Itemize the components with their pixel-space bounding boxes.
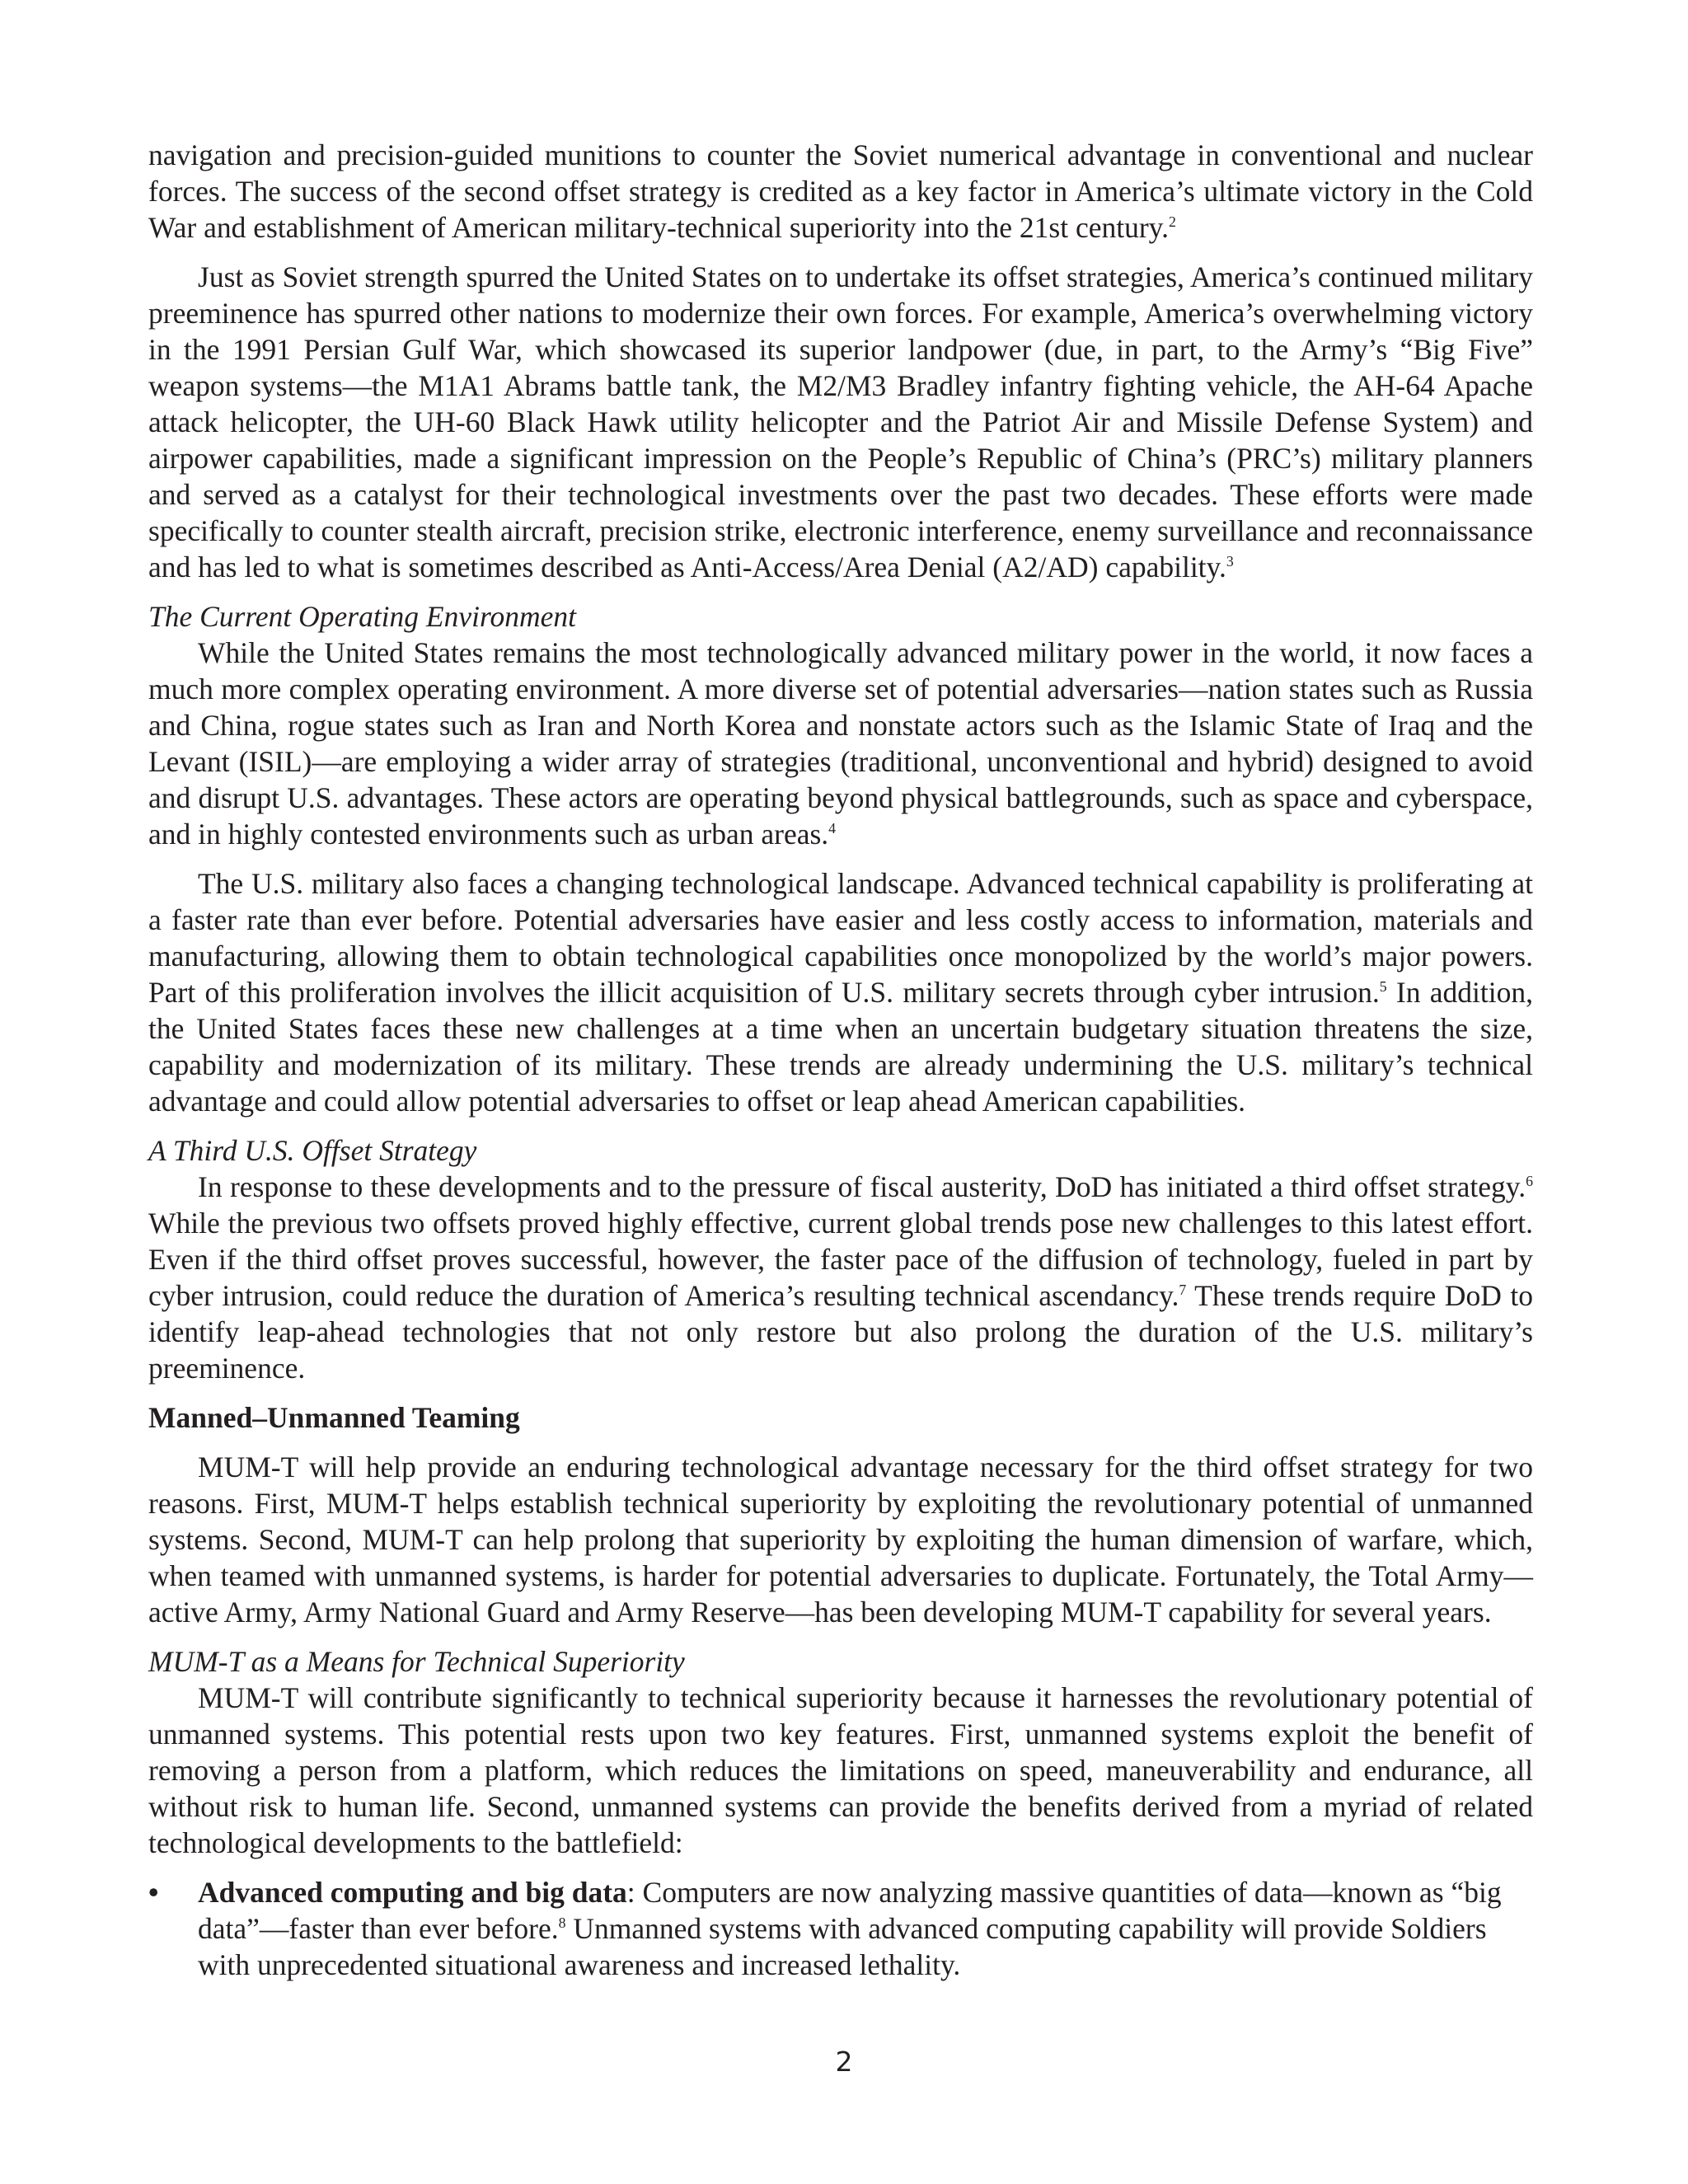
subheading-mum-t-technical-superiority: MUM-T as a Means for Technical Superiority — [148, 1645, 685, 1678]
section-heading-manned-unmanned-teaming: Manned–Unmanned Teaming — [148, 1401, 520, 1434]
paragraph-1: navigation and precision-guided munitions to counter the Soviet numerical advantage in conventional and nuclear forces. The success of the second offset strategy is credited as a key factor in America’s ultimate victory in the Cold War and establishment of American military-technical superiority into the 21st century.$^2$ — [148, 138, 1533, 244]
subheading-current-operating-environment: The Current Operating Environment — [148, 600, 576, 633]
bullet-text: Advanced computing and big data: Computers are now analyzing massive quantities of data—known as “big data”—faster than ever before.$^8$ Unmanned systems with advanced computing capability will provide Soldiers with unprecedented situational awareness and increased lethality. — [198, 1876, 1502, 1981]
paragraph-6: MUM-T will help provide an enduring technological advantage necessary for the third offset strategy for two reasons. First, MUM-T helps establish technical superiority by exploiting the revolutionary potential of unmanned systems. Second, MUM-T can help prolong that superiority by exploiting the human dimension of warfare, which, when teamed with unmanned systems, is harder for potential adversaries to duplicate. Fortunately, the Total Army—active Army, Army National Guard and Army Reserve—has been developing MUM-T capability for several years. — [148, 1451, 1533, 1629]
footnote-ref-4[interactable]: 4 — [828, 820, 837, 837]
page-number: 2 — [835, 2046, 853, 2078]
bullet-title: Advanced computing and big data — [198, 1876, 627, 1909]
footnote-ref-7[interactable]: 7 — [1179, 1282, 1187, 1299]
paragraph-2: Just as Soviet strength spurred the United States on to undertake its offset strategies, America’s continued military preeminence has spurred other nations to modernize their own forces. For example, America’s overwhelming victory in the 1991 Persian Gulf War, which showcased its superior landpower (due, in part, to the Army’s “Big Five” weapon systems—the M1A1 Abrams battle tank, the M2/M3 Bradley infantry fighting vehicle, the AH-64 Apache attack helicopter, the UH-60 Black Hawk utility helicopter and the Patriot Air and Missile Defense System) and airpower capabilities, made a significant impression on the People’s Republic of China’s (PRC’s) military planners and served as a catalyst for their technological investments over the past two decades. These efforts were made specifically to counter stealth aircraft, precision strike, electronic interference, enemy surveillance and reconnaissance and has led to what is sometimes described as Anti-Access/Area Denial (A2/AD) capability.$^3$ — [148, 260, 1533, 583]
document-body — [148, 137, 1533, 1983]
footnote-ref-3[interactable]: 3 — [1226, 553, 1234, 570]
bullet-list-item — [148, 1874, 1533, 1983]
bullet-icon: • — [148, 1876, 159, 1909]
footnote-ref-6[interactable]: 6 — [1526, 1173, 1533, 1190]
footnote-ref-5[interactable]: 5 — [1379, 978, 1387, 996]
subheading-third-offset-strategy: A Third U.S. Offset Strategy — [148, 1134, 477, 1167]
footnote-ref-8[interactable]: 8 — [558, 1915, 566, 1932]
paragraph-3: While the United States remains the most technologically advanced military power in the world, it now faces a much more complex operating environment. A more diverse set of potential adversaries—nation states such as Russia and China, rogue states such as Iran and North Korea and nonstate actors such as the Islamic State of Iraq and the Levant (ISIL)—are employing a wider array of strategies (traditional, unconventional and hybrid) designed to avoid and disrupt U.S. advantages. These actors are operating beyond physical battlegrounds, such as space and cyberspace, and in highly contested environments such as urban areas.$^4$ — [148, 636, 1533, 851]
footnote-ref-2[interactable]: 2 — [1168, 213, 1176, 231]
paragraph-4: The U.S. military also faces a changing technological landscape. Advanced technical capability is proliferating at a faster rate than ever before. Potential adversaries have easier and less costly access to information, materials and manufacturing, allowing them to obtain technological capabilities once monopolized by the world’s major powers. Part of this proliferation involves the illicit acquisition of U.S. military secrets through cyber intrusion.$^5$ In addition, the United States faces these new challenges at a time when an uncertain budgetary situation threatens the size, capability and modernization of its military. These trends are already undermining the U.S. military’s technical advantage and could allow potential adversaries to offset or leap ahead American capabilities. — [148, 867, 1533, 1118]
paragraph-7: MUM-T will contribute significantly to technical superiority because it harnesses the revolutionary potential of unmanned systems. This potential rests upon two key features. First, unmanned systems exploit the benefit of removing a person from a platform, which reduces the limitations on speed, maneuverability and endurance, all without risk to human life. Second, unmanned systems can provide the benefits derived from a myriad of related technological developments to the battlefield: — [148, 1681, 1533, 1859]
paragraph-5: In response to these developments and to the pressure of fiscal austerity, DoD has initiated a third offset strategy.$^6$ While the previous two offsets proved highly effective, current global trends pose new challenges to this latest effort. Even if the third offset proves successful, however, the faster pace of the diffusion of technology, fueled in part by cyber intrusion, could reduce the duration of America’s resulting technical ascendancy.$^7$ These trends require DoD to identify leap-ahead technologies that not only restore but also prolong the duration of the U.S. military’s preeminence. — [148, 1170, 1533, 1385]
